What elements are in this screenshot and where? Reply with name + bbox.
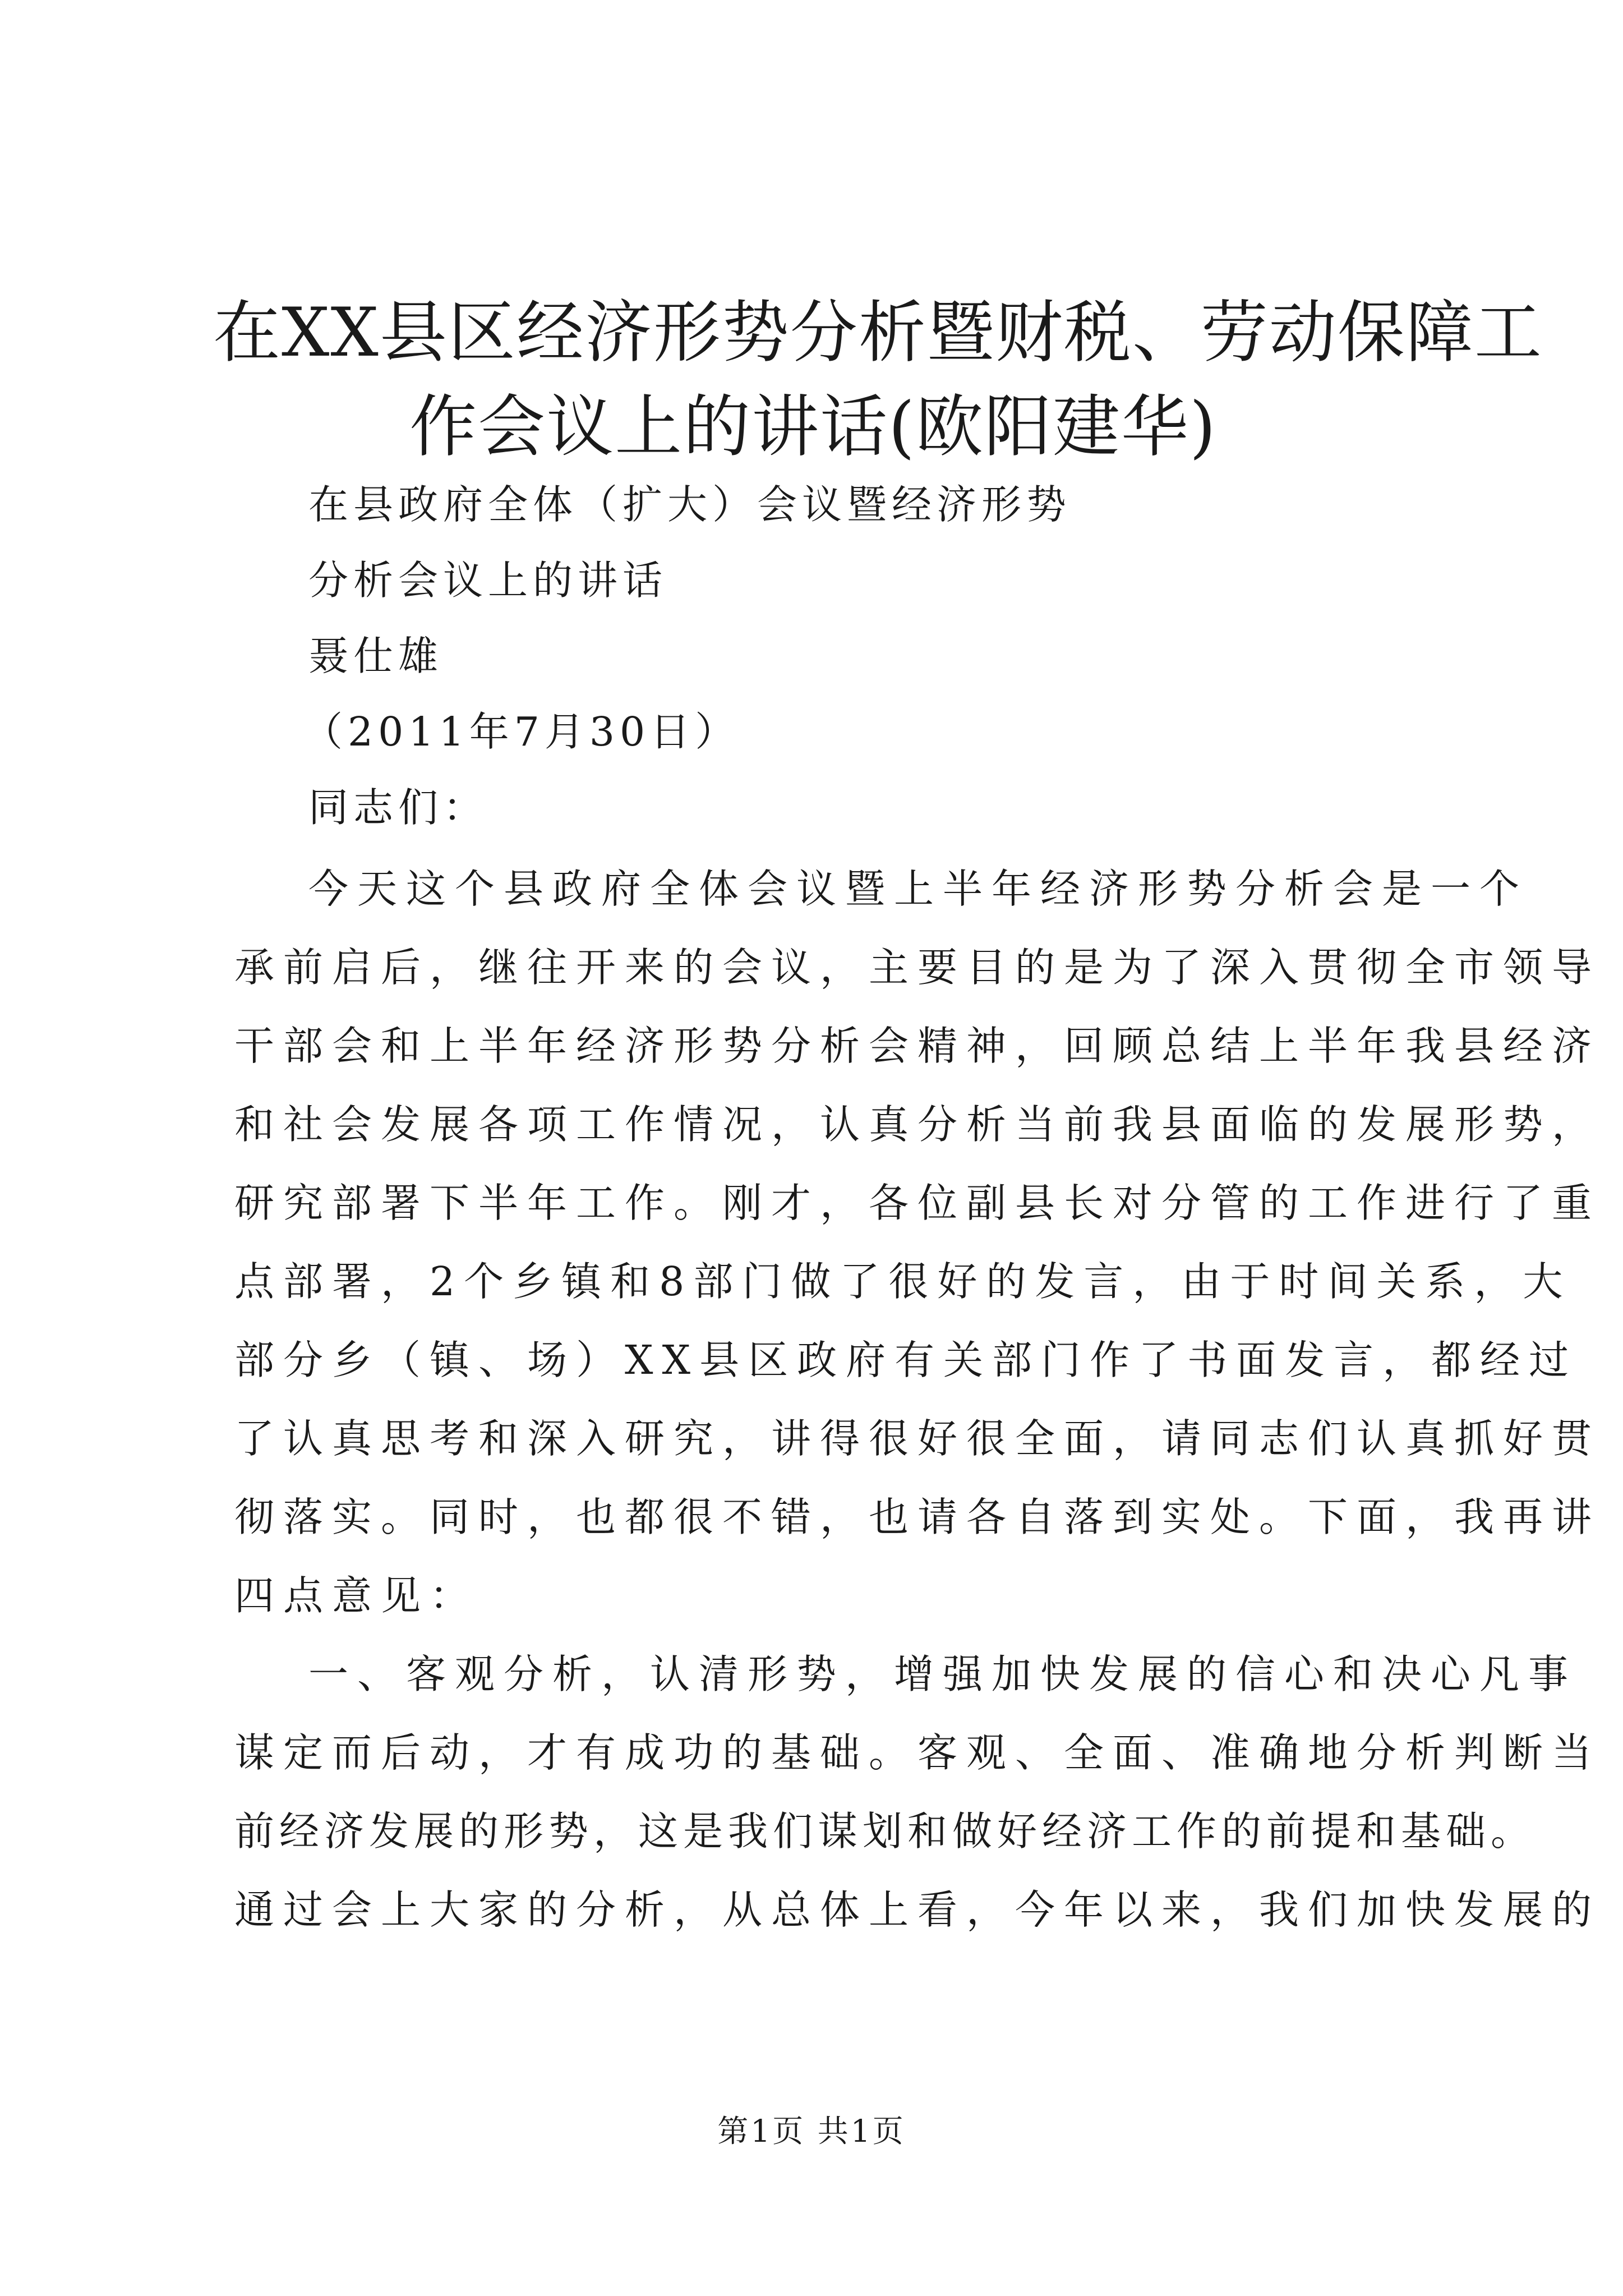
paragraph-1-line-1: 今天这个县政府全体会议暨上半年经济形势分析会是一个 bbox=[308, 866, 1529, 912]
speech-date: （2011年7月30日） bbox=[303, 708, 740, 755]
paragraph-2-line-1: 一、客观分析，认清形势，增强加快发展的信心和决心凡事 bbox=[308, 1651, 1578, 1697]
title-line-2: 作会议上的讲话(欧阳建华) bbox=[409, 388, 1217, 466]
subtitle-line-2: 分析会议上的讲话 bbox=[308, 557, 668, 604]
paragraph-1-line-5: 研究部署下半年工作。刚才，各位副县长对分管的工作进行了重 bbox=[234, 1180, 1601, 1226]
paragraph-1-line-2: 承前启后，继往开来的会议，主要目的是为了深入贯彻全市领导 bbox=[234, 944, 1601, 991]
paragraph-1-line-9: 彻落实。同时，也都很不错，也请各自落到实处。下面，我再讲 bbox=[234, 1494, 1601, 1540]
paragraph-1-line-10: 四点意见： bbox=[234, 1572, 479, 1619]
page-footer: 第1页 共1页 bbox=[717, 2113, 906, 2149]
paragraph-2-line-2: 谋定而后动，才有成功的基础。客观、全面、准确地分析判断当 bbox=[234, 1729, 1601, 1776]
paragraph-1-line-6: 点部署，2个乡镇和8部门做了很好的发言，由于时间关系，大 bbox=[234, 1258, 1572, 1305]
document-title bbox=[213, 286, 1543, 475]
paragraph-2-line-3: 前经济发展的形势，这是我们谋划和做好经济工作的前提和基础。 bbox=[234, 1808, 1536, 1855]
paragraph-1-line-7: 部分乡（镇、场）XX县区政府有关部门作了书面发言，都经过 bbox=[234, 1337, 1578, 1383]
author: 聂仕雄 bbox=[308, 633, 444, 679]
paragraph-1-line-4: 和社会发展各项工作情况，认真分析当前我县面临的发展形势， bbox=[234, 1101, 1601, 1148]
salutation: 同志们： bbox=[308, 784, 488, 831]
paragraph-2-line-4: 通过会上大家的分析，从总体上看，今年以来，我们加快发展的 bbox=[234, 1887, 1601, 1933]
paragraph-1-line-8: 了认真思考和深入研究，讲得很好很全面，请同志们认真抓好贯 bbox=[234, 1415, 1601, 1462]
paragraph-1-line-3: 干部会和上半年经济形势分析会精神，回顾总结上半年我县经济 bbox=[234, 1023, 1601, 1069]
subtitle-line-1: 在县政府全体（扩大）会议暨经济形势 bbox=[308, 481, 1072, 528]
title-line-1: 在XX县区经济形势分析暨财税、劳动保障工 bbox=[213, 294, 1543, 372]
